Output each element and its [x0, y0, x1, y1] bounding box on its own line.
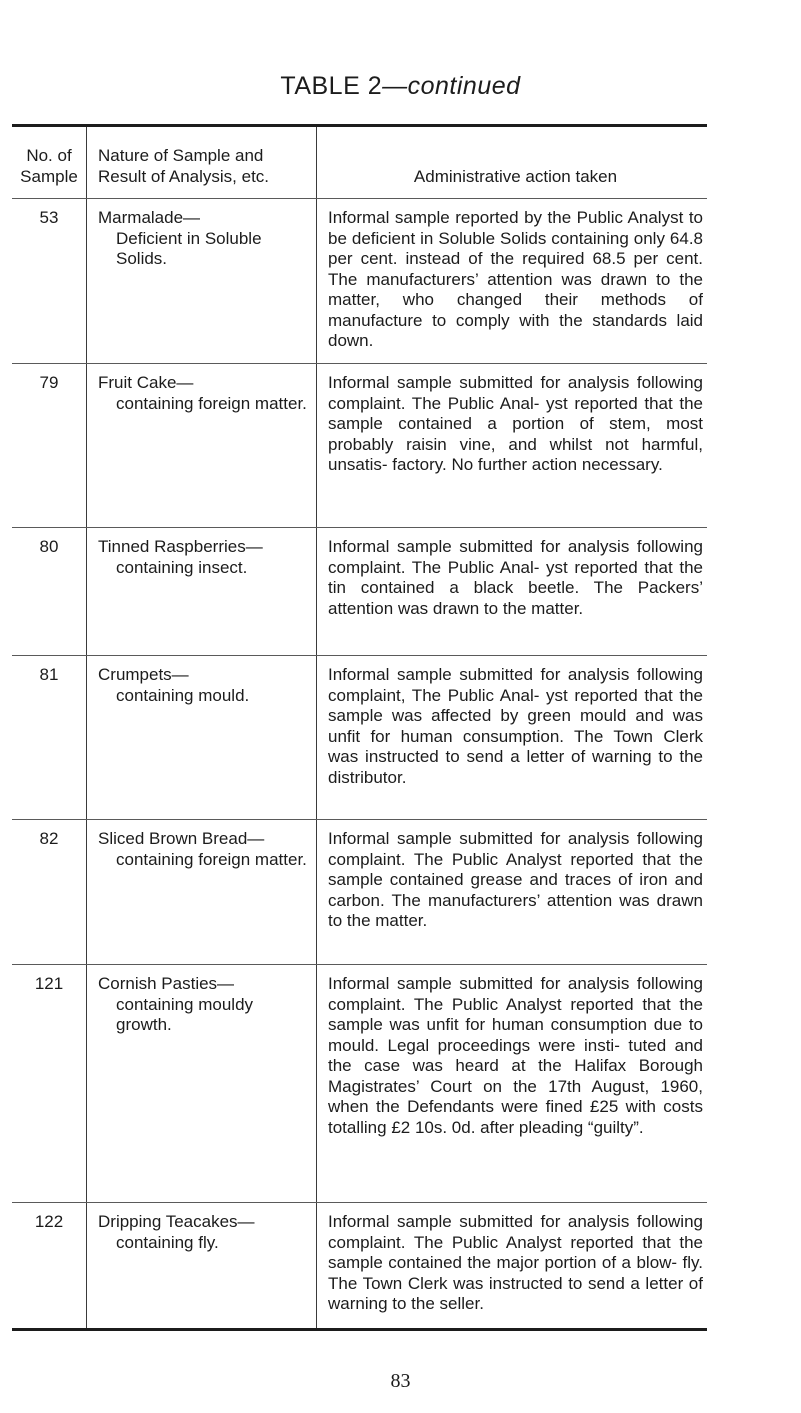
sample-number: 53: [12, 199, 87, 363]
sample-name: Marmalade—: [98, 208, 201, 227]
table-header-row: [12, 127, 707, 199]
analysis-result: Deficient in Soluble Solids.: [116, 228, 262, 268]
sample-number: 79: [12, 364, 87, 527]
sample-nature: [87, 199, 317, 363]
administrative-action: Informal sample submitted for analysis following complaint. The Public Anal- yst reported that the tin contained a black beetle. The Packers’ attention was drawn to the matter.: [328, 537, 703, 618]
administrative-action: Informal sample submitted for analysis following complaint. The Public Anal- yst reported that the sample contained a portion of stem, most probably raisin vine, and whilst not harmful, unsatis- factory. No further action necessary.: [328, 373, 703, 474]
sample-number: 82: [12, 820, 87, 964]
sample-number: 121: [12, 965, 87, 1202]
administrative-action: Informal sample submitted for analysis following complaint. The Public Analyst reported that the sample contained the major portion of a blow- fly. The Town Clerk was instructed to send a letter of warning to the seller.: [328, 1212, 703, 1313]
analysis-result: containing mouldy growth.: [116, 994, 254, 1034]
title-main: TABLE 2: [280, 72, 383, 100]
sample-name: Crumpets—: [98, 665, 189, 684]
table-row: [12, 1203, 707, 1328]
administrative-action: Informal sample submitted for analysis following complaint, The Public Anal- yst reported that the sample was affected by green mould and was unfit for human consumption. The Town Clerk was instructed to send a letter of warning to the distributor.: [328, 665, 703, 787]
analysis-result: containing insect.: [116, 557, 248, 577]
sample-number: 80: [12, 528, 87, 655]
table-row: [12, 364, 707, 528]
table-row: [12, 199, 707, 364]
administrative-action: Informal sample submitted for analysis following complaint. The Public Analyst reported that the sample was unfit for human consumption due to mould. Legal proceedings were insti- tuted and the case was heard at the Halifax Borough Magistrates’ Court on the 17th August, 1960, when the Defendants were fined £25 with costs totalling £2 10s. 0d. after pleading “guilty”.: [328, 974, 703, 1137]
administrative-action: Informal sample reported by the Public Analyst to be deficient in Soluble Solids containing only 64.8 per cent. instead of the required 68.5 per cent. The manufacturers’ attention was drawn to the matter, who changed their methods of manufacture to comply with the standards laid down.: [328, 208, 703, 350]
sample-name: Sliced Brown Bread—: [98, 829, 265, 848]
page-title: [0, 72, 801, 101]
table-row: [12, 528, 707, 656]
title-suffix: —continued: [382, 72, 521, 100]
sample-nature: [87, 965, 317, 1202]
administrative-action: Informal sample submitted for analysis following complaint. The Public Analyst reported that the sample contained grease and traces of iron and carbon. The manufacturers’ attention was drawn to the matter.: [328, 829, 703, 930]
sample-name: Tinned Raspberries—: [98, 537, 263, 556]
sample-nature: [87, 528, 317, 655]
sample-nature: [87, 1203, 317, 1328]
sample-nature: [87, 656, 317, 819]
table-row: [12, 656, 707, 820]
header-sample-number: No. of Sample: [12, 127, 87, 198]
analysis-result: containing foreign matter.: [116, 849, 307, 869]
table-row: [12, 820, 707, 965]
analysis-result: containing mould.: [116, 685, 250, 705]
page-number: 83: [390, 1370, 411, 1392]
sample-nature: [87, 364, 317, 527]
sample-number: 122: [12, 1203, 87, 1328]
sample-nature: [87, 820, 317, 964]
table-row: [12, 965, 707, 1203]
analysis-result: containing foreign matter.: [116, 393, 307, 413]
sample-name: Cornish Pasties—: [98, 974, 235, 993]
sample-name: Dripping Teacakes—: [98, 1212, 255, 1231]
analysis-result: containing fly.: [116, 1232, 219, 1252]
header-administrative-action: Administrative action taken: [413, 167, 618, 186]
sample-number: 81: [12, 656, 87, 819]
sample-name: Fruit Cake—: [98, 373, 194, 392]
header-nature-of-sample: Nature of Sample and Result of Analysis, etc.: [87, 127, 317, 198]
samples-table: [12, 124, 707, 1331]
